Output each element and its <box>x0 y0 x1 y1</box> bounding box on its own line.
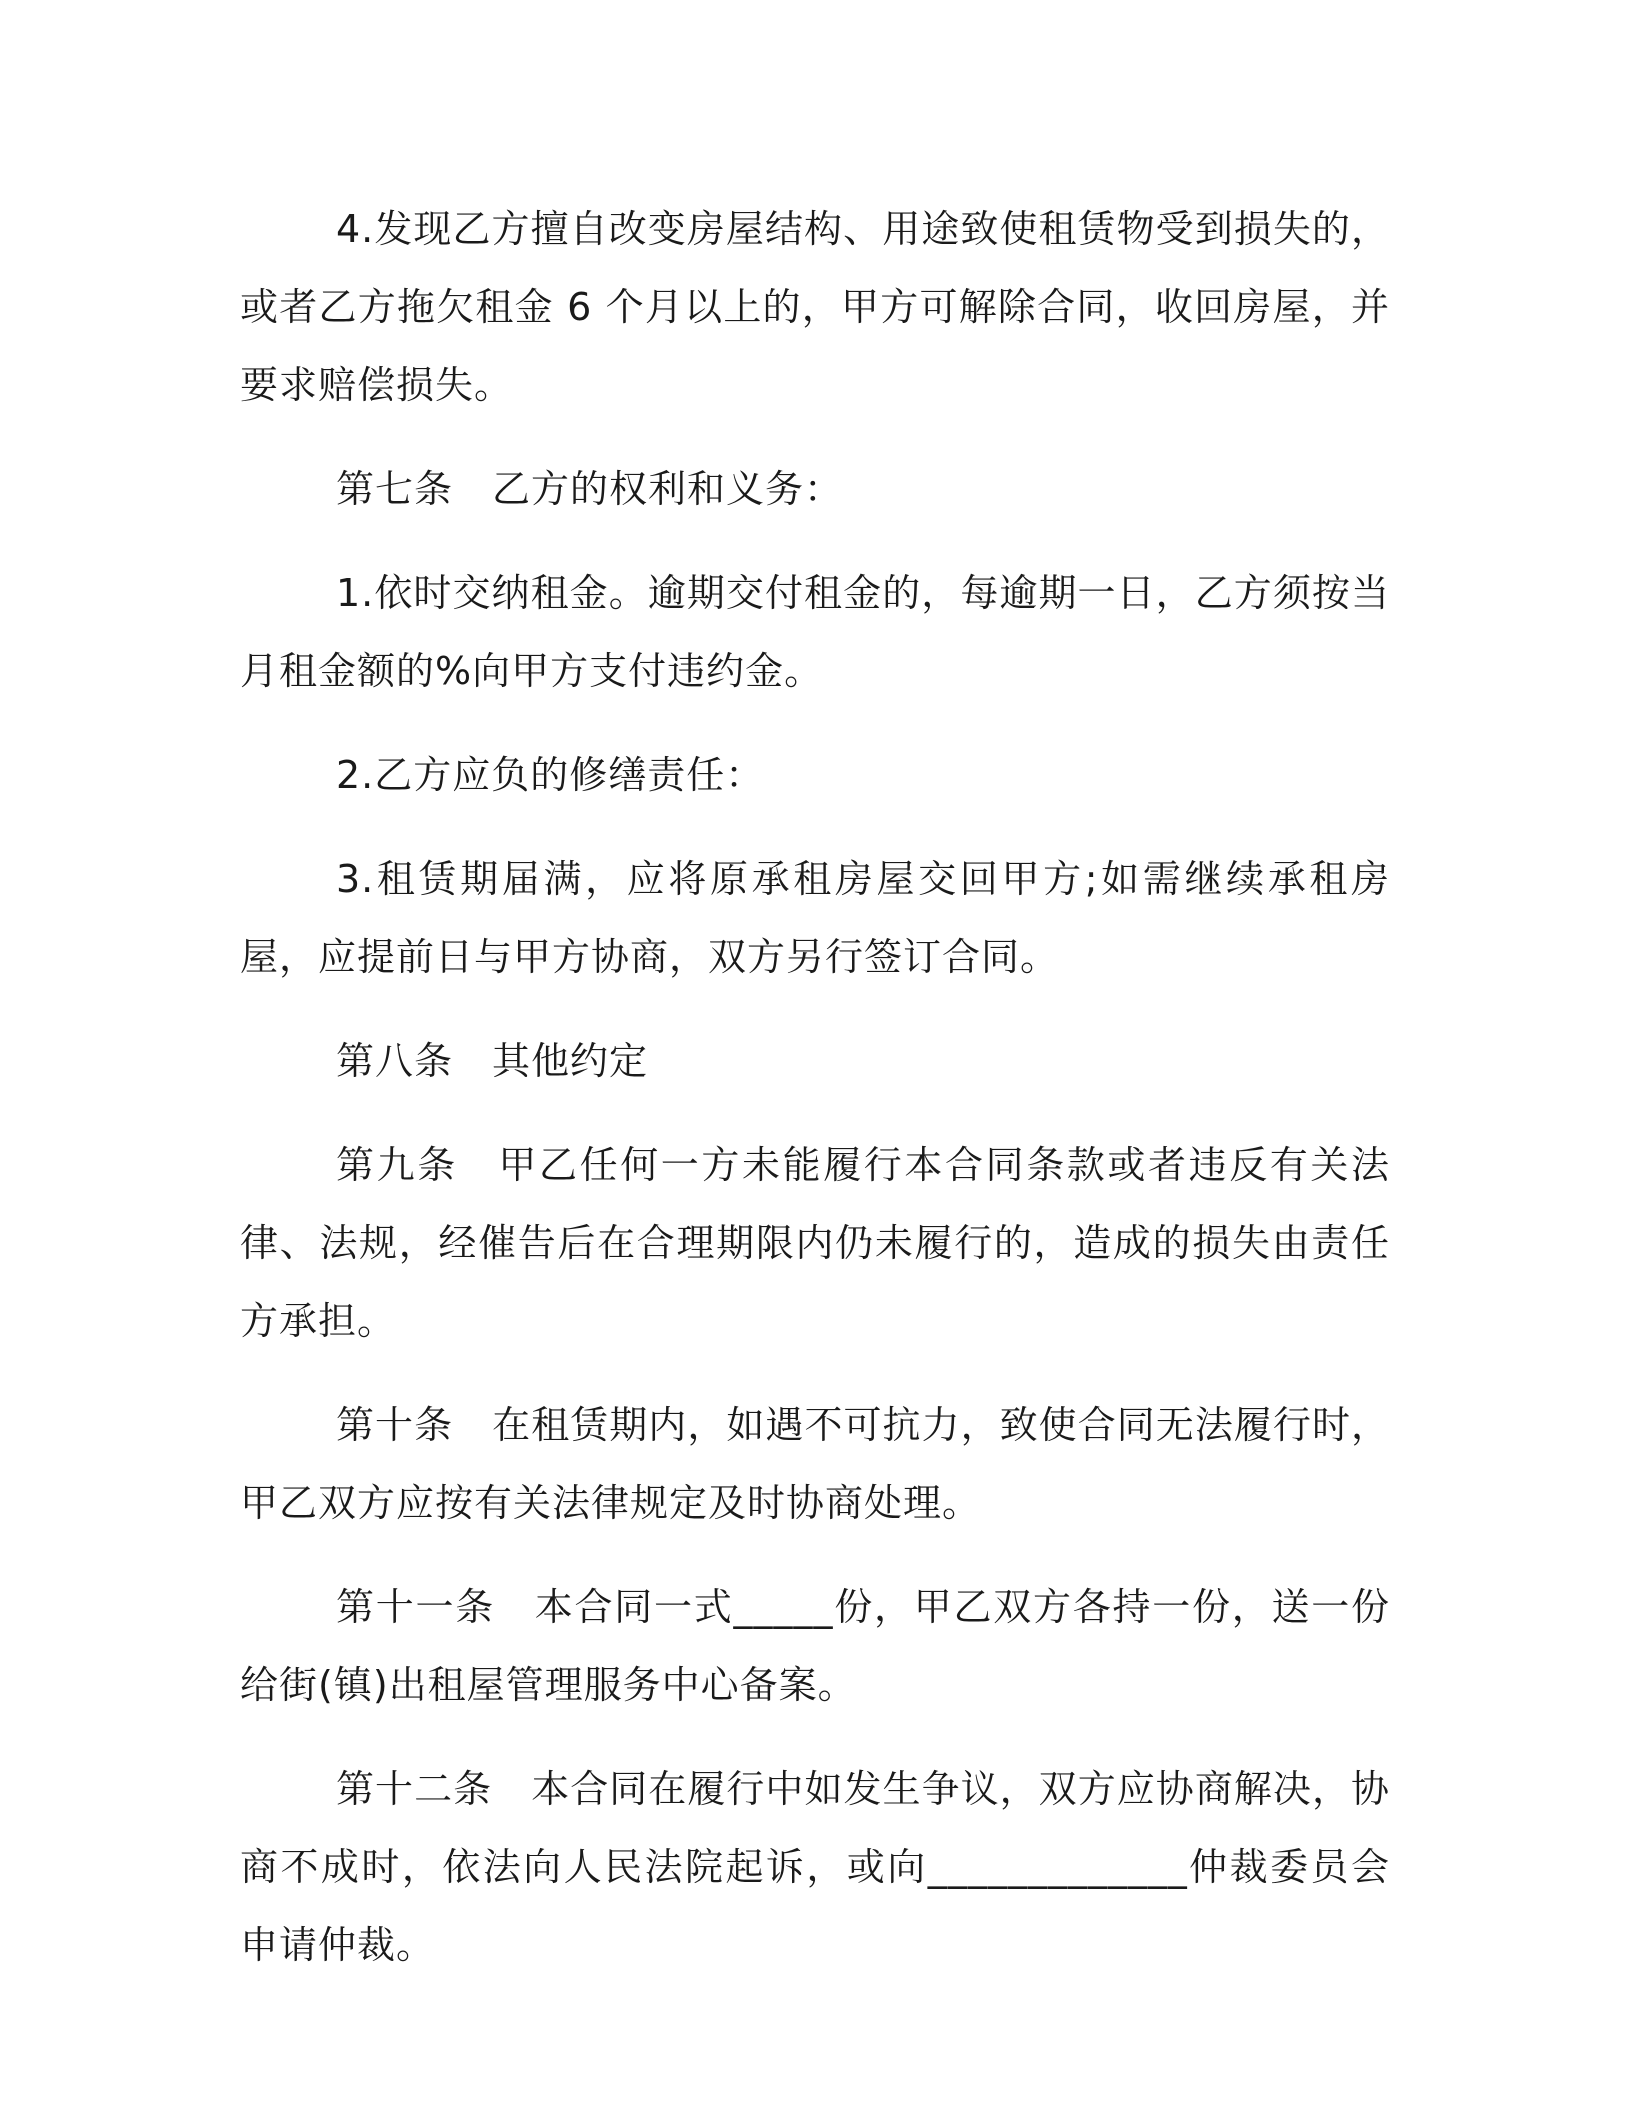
clause-7-item-3: 3.租赁期届满，应将原承租房屋交回甲方;如需继续承租房屋，应提前日与甲方协商，双方另行签订合同。 <box>240 857 1390 979</box>
document-body <box>240 190 1390 2010</box>
article-10: 第十条 在租赁期内，如遇不可抗力，致使合同无法履行时，甲乙双方应按有关法律规定及时协商处理。 <box>240 1403 1390 1525</box>
clause-7-item-2: 2.乙方应负的修缮责任： <box>336 753 765 797</box>
article-7-heading: 第七条 乙方的权利和义务： <box>336 467 844 511</box>
clause-6-item-4: 4.发现乙方擅自改变房屋结构、用途致使租赁物受到损失的，或者乙方拖欠租金 6 个月以上的，甲方可解除合同，收回房屋，并要求赔偿损失。 <box>240 207 1390 407</box>
article-8-heading: 第八条 其他约定 <box>336 1039 649 1083</box>
clause-7-item-1: 1.依时交纳租金。逾期交付租金的，每逾期一日，乙方须按当月租金额的%向甲方支付违约金。 <box>240 571 1390 693</box>
article-11: 第十一条 本合同一式_____份，甲乙双方各持一份，送一份给街(镇)出租屋管理服务中心备案。 <box>240 1585 1390 1707</box>
article-12: 第十二条 本合同在履行中如发生争议，双方应协商解决，协商不成时，依法向人民法院起诉，或向_____________仲裁委员会申请仲裁。 <box>240 1767 1390 1967</box>
article-9: 第九条 甲乙任何一方未能履行本合同条款或者违反有关法律、法规，经催告后在合理期限内仍未履行的，造成的损失由责任方承担。 <box>240 1143 1390 1343</box>
